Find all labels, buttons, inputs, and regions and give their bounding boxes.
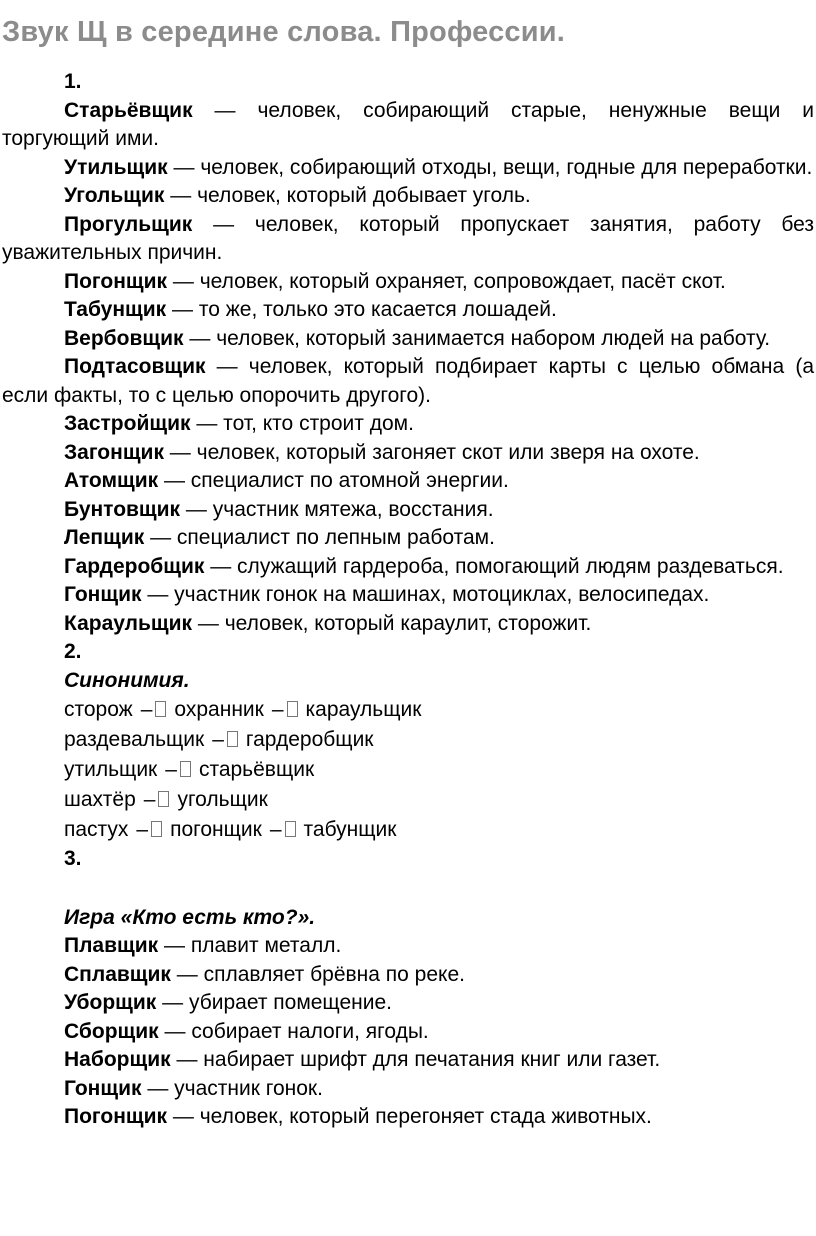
definition-text: — убирает помещение. (156, 991, 392, 1014)
definition-term: Плавщик (64, 934, 159, 957)
definition-entry (2, 496, 814, 525)
definition-entry (2, 989, 814, 1018)
definition-entry (2, 1018, 814, 1047)
definition-text: — человек, который занимается набором людей на работу. (183, 326, 771, 350)
synonym-word: сторож (64, 698, 133, 721)
synonym-row (2, 695, 814, 725)
definition-text: — участник гонок. (141, 1076, 323, 1100)
missing-glyph-icon (158, 791, 169, 807)
definition-text: — человек, который караулит, сторожит. (192, 611, 592, 635)
synonym-word: гардеробщик (245, 728, 374, 751)
definition-text: — сплавляет брёвна по реке. (170, 962, 465, 986)
missing-glyph-icon (180, 761, 191, 777)
definition-text: — специалист по атомной энергии. (158, 469, 509, 492)
section-3-list (2, 932, 814, 1132)
missing-glyph-icon (227, 731, 238, 747)
synonym-word: утильщик (64, 758, 158, 781)
missing-glyph-icon (151, 821, 162, 837)
definition-term: Гонщик (64, 1076, 142, 1100)
definition-entry (2, 325, 814, 354)
definition-term: Табунщик (64, 298, 167, 321)
synonym-word: пастух (64, 818, 129, 841)
page-title: Звук Щ в середине слова. Профессии. (2, 16, 566, 48)
definition-term: Караульщик (64, 611, 193, 635)
section-1-number: 1. (64, 70, 82, 93)
definition-term: Сборщик (64, 1019, 159, 1043)
definition-text: — тот, кто строит дом. (190, 412, 414, 435)
definition-term: Утильщик (64, 155, 168, 179)
blank-line (2, 874, 814, 904)
definition-entry (2, 182, 814, 211)
synonym-word: табунщик (303, 818, 397, 841)
synonym-word: караульщик (305, 698, 422, 721)
definition-term: Погонщик (64, 1105, 168, 1128)
synonym-row (2, 815, 814, 845)
definition-term: Атомщик (64, 469, 159, 492)
definition-term: Наборщик (64, 1048, 171, 1071)
definition-term: Загонщик (64, 440, 164, 464)
synonym-list (2, 695, 814, 845)
definition-entry (2, 268, 814, 297)
synonym-word: угольщик (177, 788, 268, 811)
missing-glyph-icon (155, 701, 166, 717)
dash-separator: – (269, 818, 282, 841)
definition-text: — человек, который перегоняет стада животных. (167, 1105, 652, 1128)
section-1-list (2, 97, 814, 639)
definition-term: Подтасовщик (64, 355, 206, 378)
missing-glyph-icon (287, 701, 298, 717)
definition-text: — специалист по лепным работам. (144, 526, 495, 549)
synonym-row (2, 755, 814, 785)
dash-separator: – (165, 758, 177, 781)
synonym-word: охранник (174, 698, 264, 721)
dash-separator: – (136, 818, 149, 841)
synonym-word: старьёвщик (198, 758, 315, 781)
definition-entry (2, 353, 814, 410)
definition-text: — человек, собирающий отходы, вещи, годные для переработки. (167, 155, 813, 179)
definition-entry (2, 467, 814, 496)
definition-term: Погонщик (64, 269, 168, 293)
section-2-number: 2. (64, 640, 82, 663)
definition-term: Гонщик (64, 583, 142, 606)
definition-term: Угольщик (64, 184, 165, 207)
definition-term: Уборщик (64, 991, 157, 1014)
document-body (2, 68, 814, 1132)
definition-term: Гардеробщик (64, 554, 205, 578)
definition-text: — служащий гардероба, помогающий людям раздеваться. (204, 554, 784, 578)
definition-text: — набирает шрифт для печатания книг или газет. (170, 1048, 661, 1071)
definition-entry (2, 610, 814, 639)
synonym-row (2, 725, 814, 755)
definition-text: — человек, который пропускает занятия, работу без уважительных причин. (2, 212, 814, 264)
definition-entry (2, 211, 814, 268)
synonym-word: шахтёр (64, 788, 136, 811)
definition-text: — человек, который охраняет, сопровождает, пасёт скот. (167, 269, 726, 293)
definition-text: — то же, только это касается лошадей. (166, 298, 557, 321)
section-2-heading: Синонимия. (64, 668, 190, 692)
definition-text: — человек, который загоняет скот или зверя на охоте. (163, 440, 700, 464)
definition-text: — человек, собирающий старые, ненужные вещи и торгующий ими. (2, 98, 814, 150)
definition-entry (2, 1046, 814, 1075)
definition-text: — человек, который добывает уголь. (164, 184, 531, 207)
definition-text: — плавит металл. (158, 934, 342, 957)
definition-entry (2, 961, 814, 990)
definition-term: Прогульщик (64, 212, 193, 236)
synonym-word: погонщик (170, 818, 262, 841)
definition-term: Сплавщик (64, 962, 171, 986)
dash-separator: – (271, 698, 284, 721)
definition-entry (2, 296, 814, 325)
definition-entry (2, 439, 814, 468)
definition-entry (2, 524, 814, 553)
missing-glyph-icon (285, 821, 296, 837)
definition-term: Лепщик (64, 526, 145, 549)
synonym-row (2, 785, 814, 815)
dash-separator: – (143, 788, 156, 811)
definition-text: — собирает налоги, ягоды. (158, 1019, 429, 1043)
definition-entry (2, 1075, 814, 1104)
section-3-number: 3. (64, 847, 82, 870)
synonym-word: раздевальщик (64, 728, 205, 751)
definition-entry (2, 932, 814, 961)
definition-entry (2, 1103, 814, 1132)
definition-term: Застройщик (64, 412, 191, 435)
dash-separator: – (140, 698, 153, 721)
definition-entry (2, 410, 814, 439)
definition-entry (2, 154, 814, 183)
definition-entry (2, 581, 814, 610)
definition-entry (2, 97, 814, 154)
definition-text: — участник мятежа, восстания. (180, 497, 494, 521)
definition-term: Вербовщик (64, 326, 184, 350)
definition-term: Старьёвщик (64, 98, 193, 122)
definition-text: — человек, который подбирает карты с целью обмана (а если факты, то с целью опорочить другого). (2, 355, 814, 407)
definition-entry (2, 553, 814, 582)
section-3-heading: Игра «Кто есть кто?». (64, 905, 316, 929)
definition-term: Бунтовщик (64, 497, 181, 521)
definition-text: — участник гонок на машинах, мотоциклах, велосипедах. (141, 583, 710, 606)
dash-separator: – (212, 728, 224, 751)
